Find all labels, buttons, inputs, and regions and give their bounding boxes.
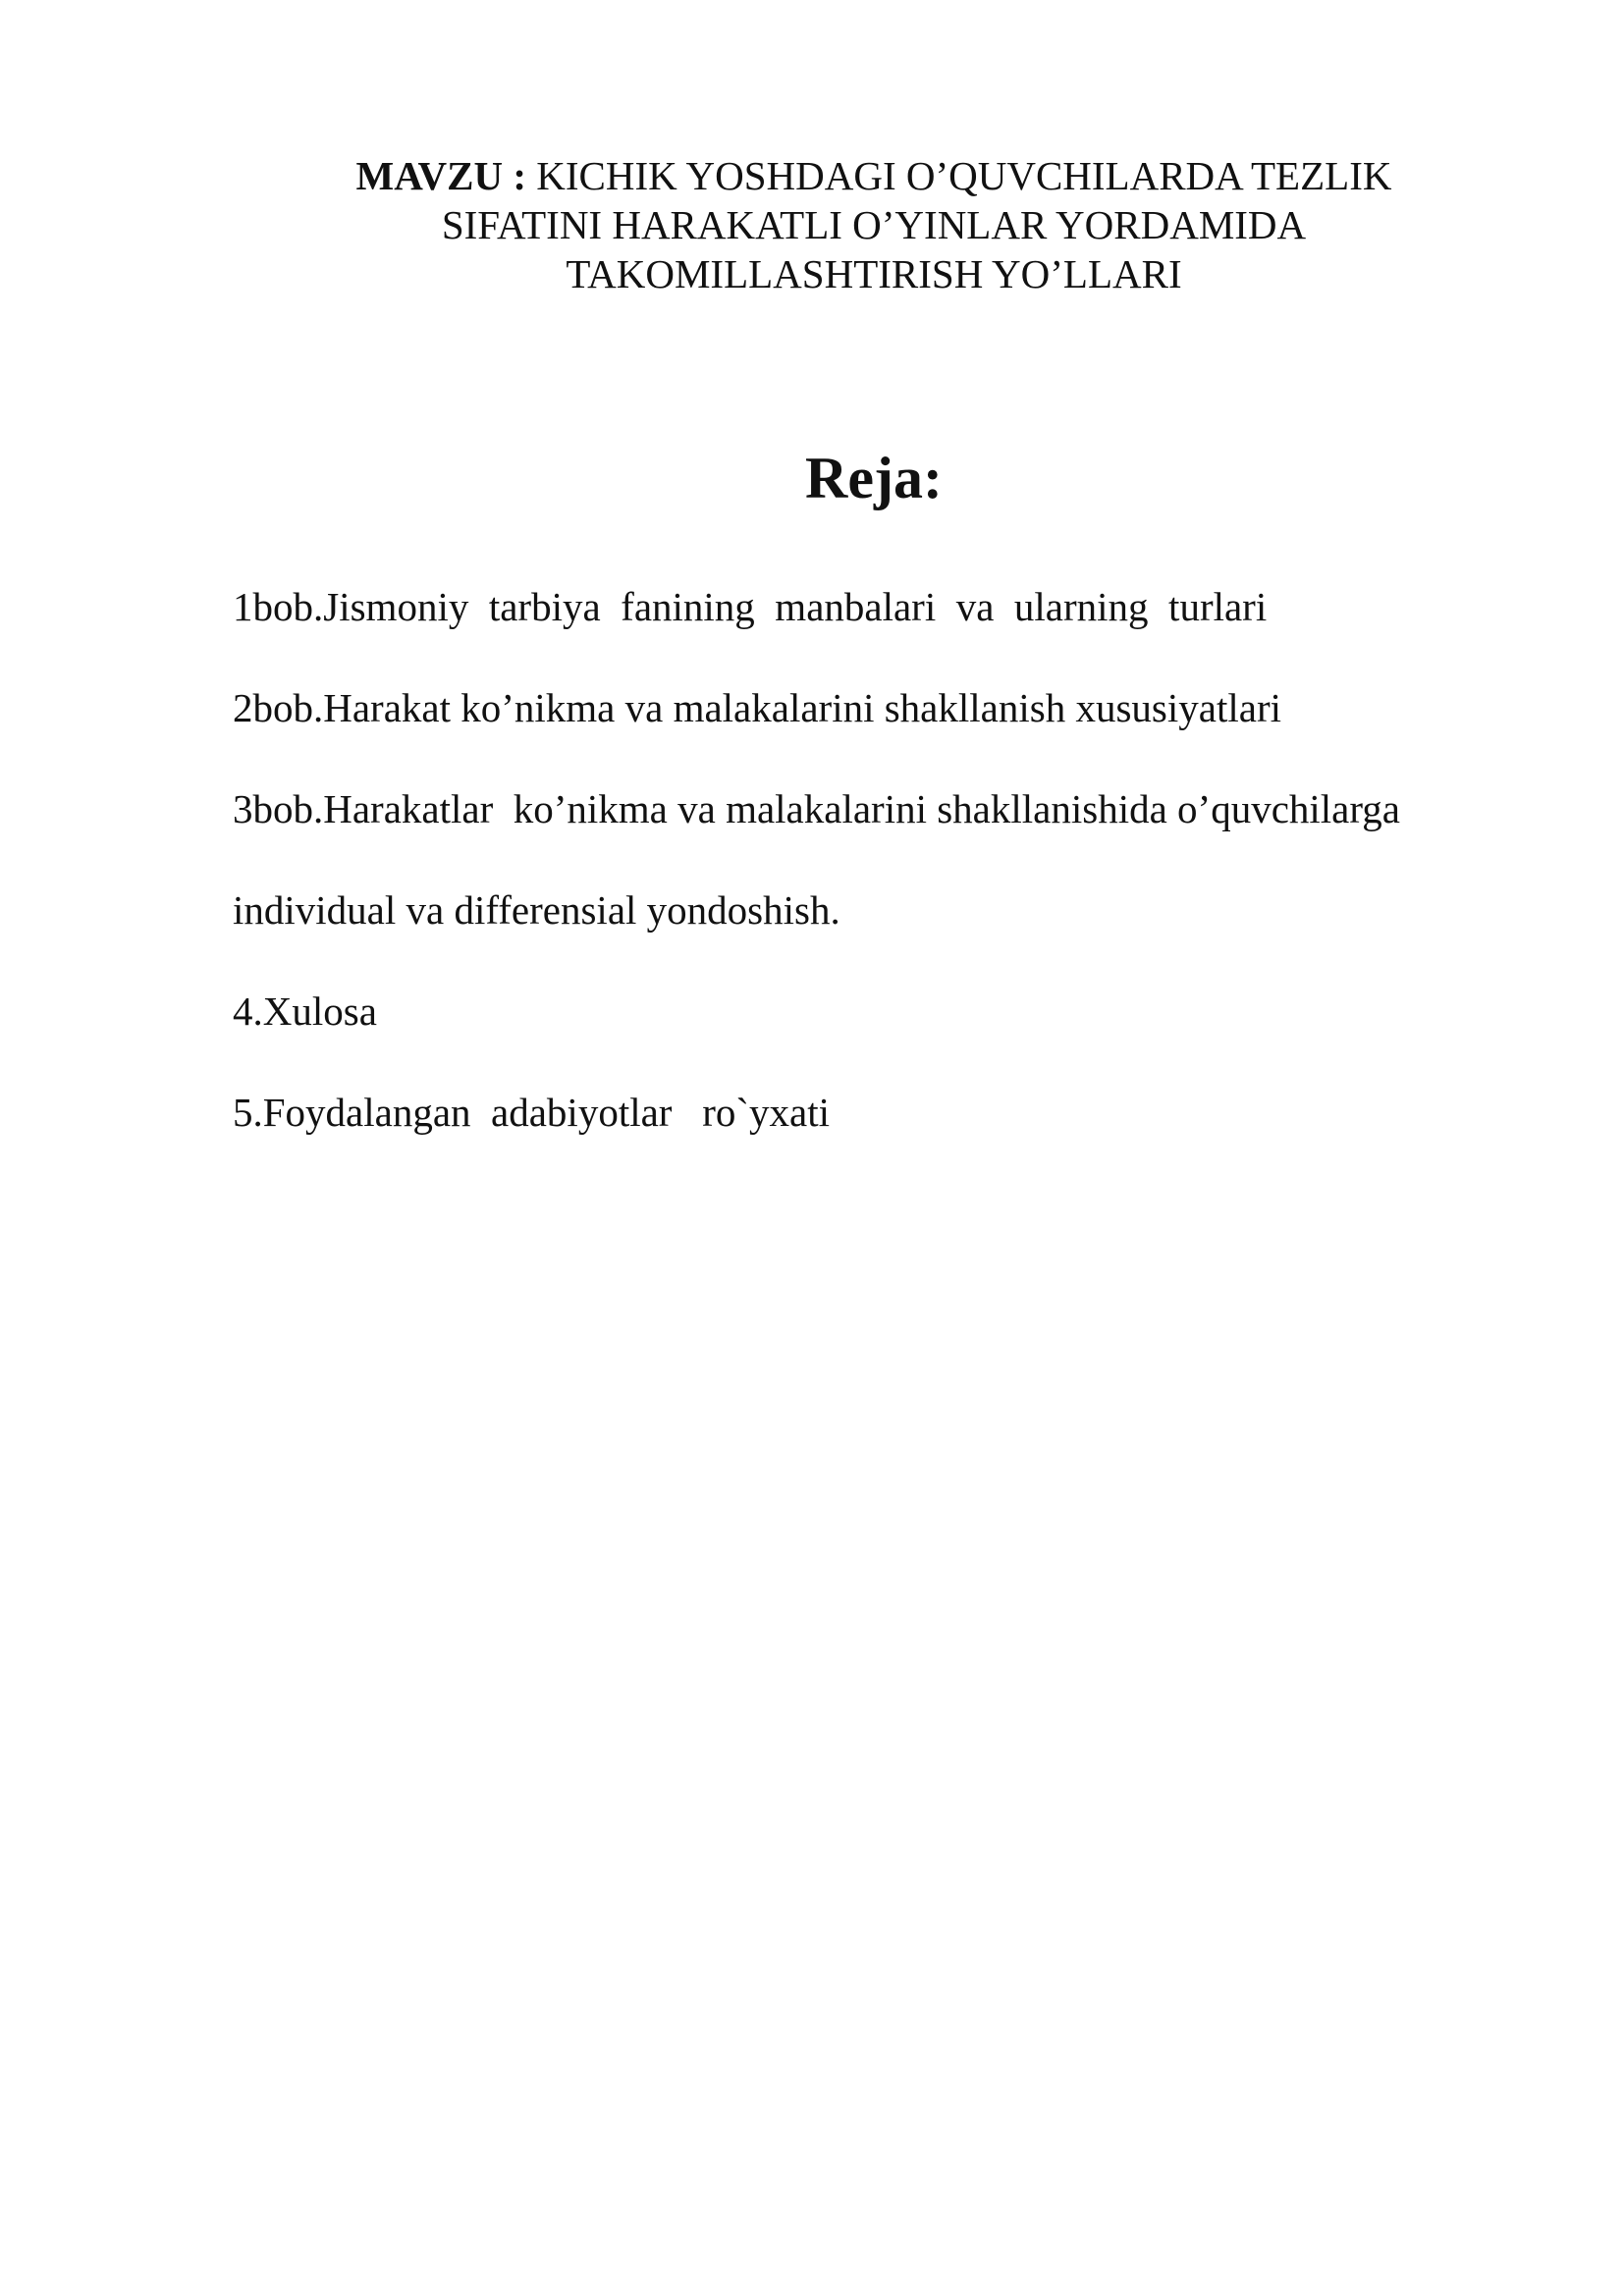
plan-item-3-continued: individual va differensial yondoshish. (233, 887, 840, 933)
plan-item-4: 4.Xulosa (233, 988, 377, 1034)
plan-item-3: 3bob.Harakatlar ko’nikma va malakalarini shakllanishida o’quvchilarga (233, 786, 1400, 831)
title-label: MAVZU : (355, 153, 527, 198)
plan-item-2: 2bob.Harakat ko’nikma va malakalarini shakllanish xususiyatlari (233, 685, 1281, 730)
document-title (245, 151, 1502, 298)
title-line-1 (245, 151, 1502, 200)
plan-item-5: 5.Foydalangan adabiyotlar ro`yxati (233, 1090, 830, 1135)
title-line-2: SIFATINI HARAKATLI O’YINLAR YORDAMIDA (441, 202, 1307, 247)
title-line-3: TAKOMILLASHTIRISH YO’LLARI (566, 251, 1182, 296)
plan-heading: Reja: (805, 446, 943, 510)
plan-item-1: 1bob.Jismoniy tarbiya fanining manbalari va ularning turlari (233, 584, 1268, 629)
title-text-line-1: KICHIK YOSHDAGI O’QUVCHILARDA TEZLIK (536, 153, 1392, 198)
